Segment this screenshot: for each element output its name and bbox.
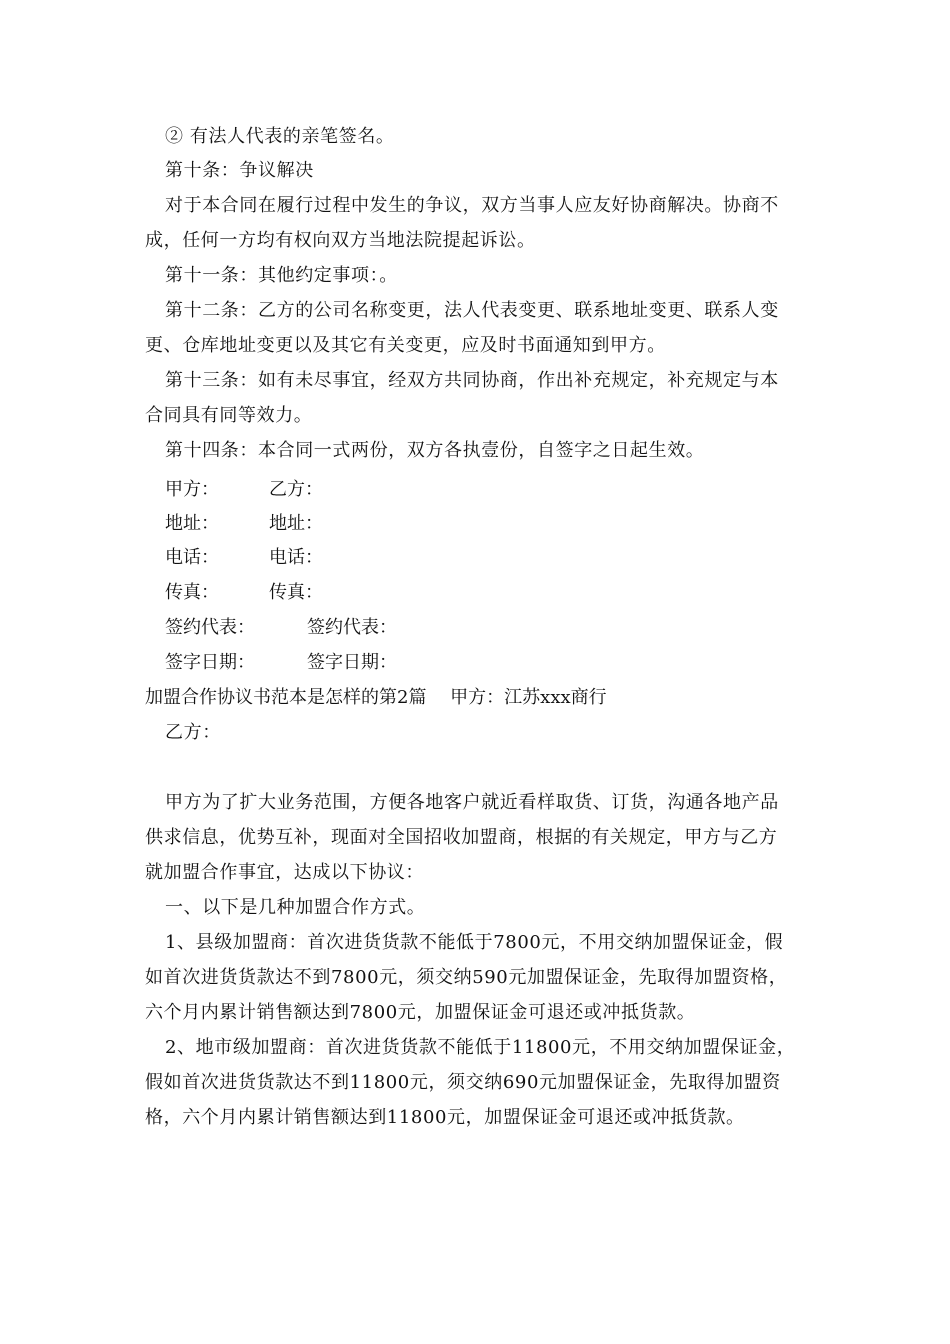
city-dealer-line-3: 格，六个月内累计销售额达到11800元，加盟保证金可退还或冲抵货款。 — [145, 1107, 745, 1128]
signature-label-a: 电话： — [165, 547, 219, 568]
signature-label-a: 甲方： — [165, 479, 219, 500]
signature-label-b: 地址： — [269, 513, 323, 534]
signature-label-a: 签字日期： — [165, 652, 255, 673]
county-dealer-line-1: 1、县级加盟商：首次进货货款不能低于7800元，不用交纳加盟保证金，假 — [165, 932, 784, 953]
county-dealer-line-2: 如首次进货货款达不到7800元，须交纳590元加盟保证金，先取得加盟资格， — [145, 967, 788, 988]
clause-12-line-1: 第十二条：乙方的公司名称变更，法人代表变更、联系地址变更、联系人变 — [165, 300, 779, 321]
city-dealer-line-1: 2、地市级加盟商：首次进货货款不能低于11800元，不用交纳加盟保证金， — [165, 1037, 796, 1058]
clause-10-text-line-2: 成，任何一方均有权向双方当地法院提起诉讼。 — [145, 230, 536, 251]
signature-label-a: 传真： — [165, 582, 219, 603]
signature-label-b: 乙方： — [269, 479, 323, 500]
clause-item-2: ② 有法人代表的亲笔签名。 — [165, 126, 395, 147]
second-party-b-label: 乙方： — [165, 722, 221, 743]
clause-10-heading: 第十条：争议解决 — [165, 160, 314, 181]
signature-label-b: 电话： — [269, 547, 323, 568]
signature-label-a: 签约代表： — [165, 617, 255, 638]
clause-12-line-2: 更、仓库地址变更以及其它有关变更，应及时书面通知到甲方。 — [145, 335, 666, 356]
city-dealer-line-2: 假如首次进货货款达不到11800元，须交纳690元加盟保证金，先取得加盟资 — [145, 1072, 781, 1093]
intro-line-3: 就加盟合作事宜，达成以下协议： — [145, 862, 424, 883]
signature-label-b: 签字日期： — [307, 652, 397, 673]
clause-10-text-line-1: 对于本合同在履行过程中发生的争议，双方当事人应友好协商解决。协商不 — [165, 195, 779, 216]
signature-label-a: 地址： — [165, 513, 219, 534]
clause-13-line-1: 第十三条：如有未尽事宜，经双方共同协商，作出补充规定，补充规定与本 — [165, 370, 779, 391]
section-1-heading: 一、以下是几种加盟合作方式。 — [165, 897, 426, 918]
county-dealer-line-3: 六个月内累计销售额达到7800元，加盟保证金可退还或冲抵货款。 — [145, 1002, 696, 1023]
second-agreement-title: 加盟合作协议书范本是怎样的第2篇 甲方：江苏xxx商行 — [145, 687, 607, 708]
intro-line-2: 供求信息，优势互补，现面对全国招收加盟商，根据的有关规定，甲方与乙方 — [145, 827, 778, 848]
signature-label-b: 传真： — [269, 582, 323, 603]
signature-label-b: 签约代表： — [307, 617, 397, 638]
intro-line-1: 甲方为了扩大业务范围，方便各地客户就近看样取货、订货，沟通各地产品 — [165, 792, 779, 813]
clause-13-line-2: 合同具有同等效力。 — [145, 405, 313, 426]
clause-11: 第十一条：其他约定事项：。 — [165, 265, 398, 286]
clause-14: 第十四条：本合同一式两份，双方各执壹份，自签字之日起生效。 — [165, 440, 705, 461]
